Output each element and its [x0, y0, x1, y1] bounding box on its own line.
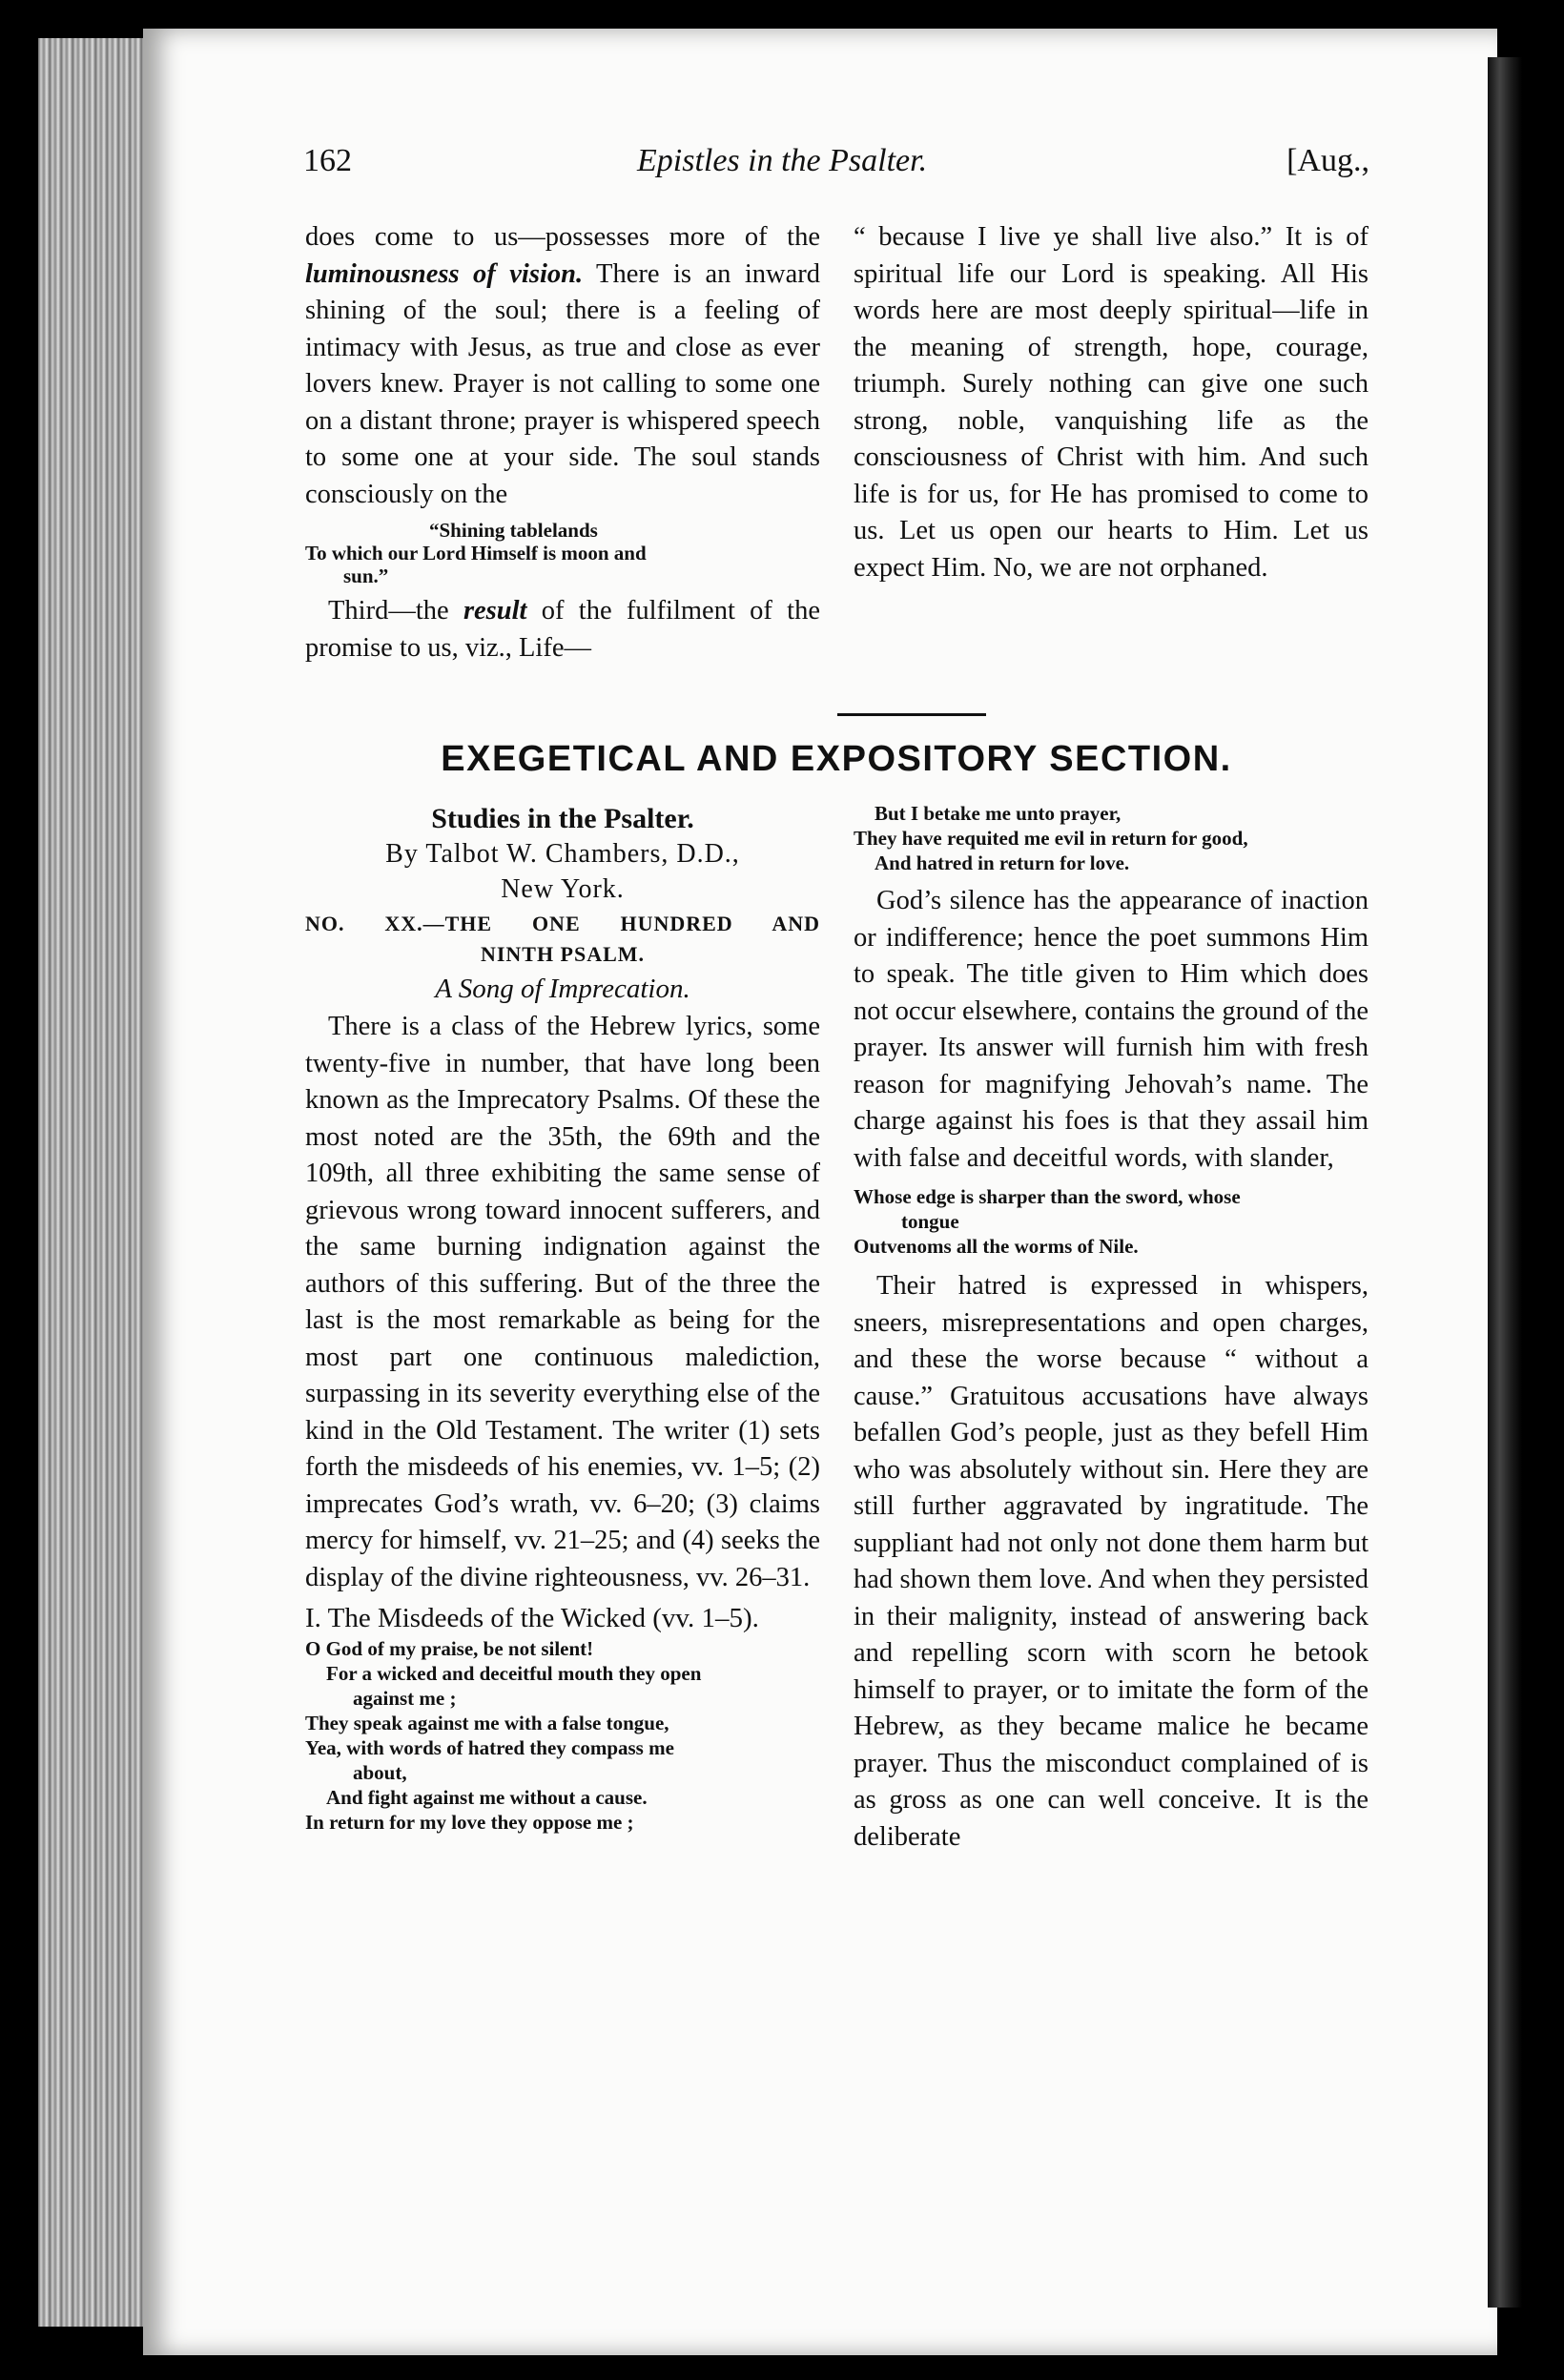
article-paragraph-2: God’s silence has the appearance of inaction or indifference; hence the poet summons Him to speak. The title given to Him which does not occur elsewhere, contains the ground of the prayer. Its answer will furnish him with fresh reason for magnifying Jehovah’s name. The charge against his foes is that they assail him with false and deceitful words, with slander, [854, 886, 1368, 1173]
text-run: There is an inward shining of the soul; there is a feeling of intimacy with Jesus, as true and close as ever lovers knew. Prayer is not calling to some one on a distant throne; prayer is whispered speech to some one at your side. The soul stands consciously on the [305, 258, 821, 509]
top-left-paragraph [305, 219, 820, 513]
section-reference: [Aug., [1286, 143, 1369, 178]
article-byline: By Talbot W. Chambers, D.D., [385, 839, 740, 869]
subsection-heading: I. The Misdeeds of the Wicked (vv. 1–5). [305, 1603, 759, 1633]
top-right-paragraph: “ because I live ye shall live also.” It is of spiritual life our Lord is speaking. All His words here are most deeply spiritual—life in the meaning of strength, hope, courage, triumph. Surely nothing can give one such strong, noble, vanquishing life as the consciousness of Christ with him. And such life is for us, for He has promised to come to us. Let us open our hearts to Him. Let us expect Him. No, we are not orphaned. [854, 222, 1368, 583]
psalm-verses-left [305, 1636, 820, 1835]
verse-line: about, [353, 1761, 407, 1784]
psalm-verses-right-top [854, 801, 1368, 875]
emphasis-text: luminousness of vision. [305, 258, 584, 289]
article-right-column [854, 801, 1368, 1856]
page-number: 162 [303, 143, 352, 178]
psalm-verses-right-mid [854, 1184, 1368, 1259]
book-page-edges [38, 38, 153, 2327]
section-heading: EXEGETICAL AND EXPOSITORY SECTION. [441, 739, 1232, 779]
verse-line: They speak against me with a false tongue, [305, 1712, 669, 1734]
text-run: Third—the [328, 596, 463, 626]
verse-line: tongue [901, 1210, 959, 1233]
running-title: Epistles in the Psalter. [637, 143, 928, 178]
article-paragraph-3: Their hatred is expressed in whispers, sneers, misrepresentations and open charges, and these the worse because “ without a cause.” Gratuitous accusations have always befallen God’s people, just as they befell Him who was absolutely without sin. Here they are still further aggravated by ingratitude. The suppliant had not only not done them harm but had shown them love. And when they persisted in their malignity, instead of answering back and repelling scorn with scorn he betook himself to prayer, or to imitate the form of the Hebrew, as they became malice he became prayer. Thus the misconduct complained of is as gross as one can well conceive. It is the deliberate [854, 1271, 1368, 1852]
top-right-column [854, 219, 1368, 586]
facing-page-edge [1488, 57, 1522, 2308]
verse-line: But I betake me unto prayer, [875, 802, 1122, 825]
quote-line: sun.” [343, 564, 389, 587]
article-left-column [305, 801, 820, 1835]
verse-line: They have requited me evil in return for good, [854, 827, 1248, 850]
verse-line: Whose edge is sharper than the sword, whose [854, 1185, 1241, 1208]
verse-line: For a wicked and deceitful mouth they open [326, 1662, 702, 1685]
text-run: of the fulfilment of the promise to us, viz., Life— [305, 596, 821, 663]
article-paragraph-1: There is a class of the Hebrew lyrics, some twenty-five in number, that have long been known as the Imprecatory Psalms. Of these the most noted are the 35th, the 69th and the 109th, all three exhibiting the same sense of grievous wrong toward innocent sufferers, and the same burning indignation against the authors of this suffering. But of the three the last is the most remarkable as being for the most part one continuous malediction, surpassing in its severity everything else of the kind in the Old Testament. The writer (1) sets forth the misdeeds of his enemies, vv. 1–5; (2) imprecates God’s wrath, vv. 6–20; (3) claims mercy for himself, vv. 21–25; and (4) seeks the display of the divine righteousness, vv. 26–31. [305, 1012, 820, 1592]
block-quote [305, 519, 820, 587]
verse-line: And hatred in return for love. [875, 851, 1130, 874]
verse-line: Yea, with words of hatred they compass me [305, 1736, 674, 1759]
top-left-paragraph-2 [305, 593, 820, 667]
verse-line: Outvenoms all the worms of Nile. [854, 1235, 1139, 1258]
verse-line: O God of my praise, be not silent! [305, 1637, 594, 1660]
text-run: does come to us—possesses more of the [305, 222, 820, 252]
emphasis-text: result [463, 596, 527, 626]
quote-line: To which our Lord Himself is moon and [305, 542, 647, 564]
running-header [303, 143, 1369, 200]
verse-line: against me ; [353, 1687, 457, 1710]
psalm-number: NO. XX.—THE ONE HUNDRED AND [305, 912, 820, 935]
article-byline-place: New York. [501, 874, 625, 904]
verse-line: And fight against me without a cause. [326, 1786, 648, 1809]
article-title: Studies in the Psalter. [431, 803, 694, 834]
article-subtitle: A Song of Imprecation. [435, 974, 690, 1004]
top-left-column [305, 219, 820, 667]
verse-line: In return for my love they oppose me ; [305, 1811, 634, 1834]
section-divider [837, 713, 986, 716]
quote-line: “Shining tablelands [429, 519, 598, 542]
psalm-number-2: NINTH PSALM. [480, 942, 646, 966]
